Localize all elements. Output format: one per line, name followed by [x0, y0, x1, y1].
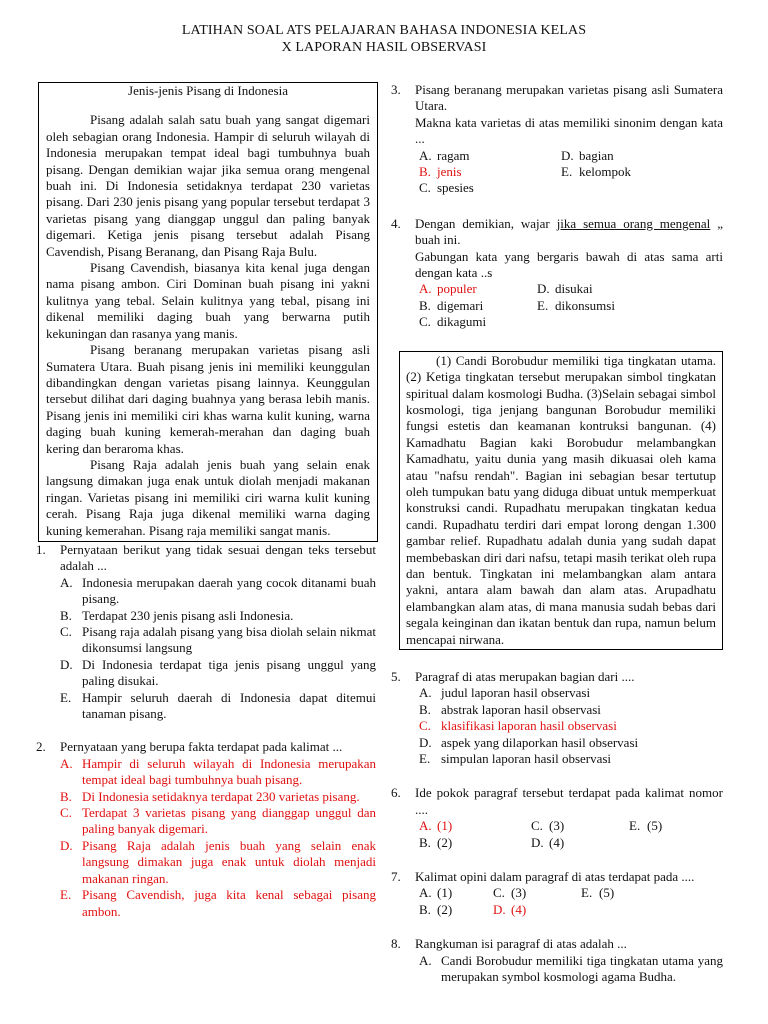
question-number: 3. [391, 82, 401, 97]
option-letter: A. [419, 885, 432, 901]
reading-paragraph-4: Pisang Raja adalah jenis buah yang selain enak langsung dimakan juga enak untuk diolah menjadi makanan ringan. Varietas pisang ini memiliki ciri warna kulit kuning cerah. Pisang Raja juga dikenal memiliki warna daging kuning kemerahan. Pisang raja memiliki sangat manis. [46, 456, 370, 538]
reading-title: Jenis-jenis Pisang di Indonesia [128, 83, 288, 98]
option-c[interactable] [419, 180, 561, 196]
option-e[interactable] [629, 818, 719, 834]
option-letter: E. [629, 818, 641, 834]
question-text-start: Dengan demikian, wajar [415, 215, 557, 231]
option-letter: B. [60, 607, 72, 623]
question-number: 6. [391, 785, 401, 801]
option-letter: E. [561, 164, 573, 180]
option-b[interactable] [419, 902, 493, 918]
option-d[interactable] [60, 838, 376, 887]
option-e[interactable] [537, 298, 677, 314]
option-text: (2) [437, 834, 453, 850]
option-text: Hampir seluruh daerah di Indonesia dapat ditemui tanaman pisang. [82, 689, 376, 722]
question-text: Pernyataan yang berupa fakta terdapat pada kalimat ... [60, 739, 343, 755]
option-letter: C. [419, 314, 431, 330]
option-a[interactable] [60, 756, 376, 789]
option-text: Di Indonesia setidaknya terdapat 230 varietas pisang. [82, 788, 360, 804]
option-text: abstrak laporan hasil observasi [441, 701, 601, 717]
question-8 [391, 936, 723, 985]
option-text: ragam [437, 147, 470, 163]
option-text: (5) [647, 818, 663, 834]
option-d[interactable] [419, 735, 723, 751]
option-b[interactable] [419, 164, 561, 180]
option-text: Indonesia merupakan daerah yang cocok ditanami buah pisang. [82, 574, 376, 607]
option-b[interactable] [60, 608, 376, 624]
reading-paragraph-1: Pisang adalah salah satu buah yang sangat digemari oleh sebagian orang Indonesia. Hampir di seluruh wilayah di Indonesia merupakan tempat ideal bagi tumbuhnya buah pisang. Dengan demikian wajar jika semua orang mengenal buah ini. Di Indonesia setidaknya terdapat 230 varietas pisang. Dari 230 jenis pisang yang popular tersebut terdapat 3 varietas pisang yang dianggap unggul dan paling banyak digemari. Ketiga jenis pisang tersebut adalah Pisang Cavendish, Pisang Beranang, dan Pisang Raja Bulu. [46, 112, 370, 259]
option-d[interactable] [561, 148, 701, 164]
option-b[interactable] [419, 702, 723, 718]
option-b[interactable] [419, 298, 537, 314]
option-text: populer [437, 281, 477, 297]
option-a[interactable] [419, 953, 723, 986]
question-text-end: „ buah ini. [415, 215, 723, 248]
option-letter: D. [60, 837, 73, 853]
option-text: judul laporan hasil observasi [441, 685, 591, 701]
question-text: Paragraf di atas merupakan bagian dari .... [415, 669, 635, 684]
question-number: 8. [391, 936, 401, 952]
option-letter: E. [60, 689, 72, 705]
option-text: Hampir di seluruh wilayah di Indonesia merupakan tempat ideal bagi tumbuhnya buah pisang. [82, 755, 376, 788]
option-text: digemari [437, 297, 484, 313]
option-a[interactable] [419, 148, 561, 164]
option-text: (1) [437, 885, 453, 901]
option-c[interactable] [419, 718, 723, 734]
option-letter: D. [531, 834, 544, 850]
option-text: (3) [549, 818, 565, 834]
option-e[interactable] [581, 885, 671, 901]
option-letter: B. [419, 701, 431, 717]
option-letter: A. [419, 147, 432, 163]
option-a[interactable] [419, 818, 531, 834]
option-a[interactable] [419, 685, 723, 701]
underlined-phrase: jika semua orang mengenal [556, 215, 711, 231]
option-letter: B. [419, 834, 431, 850]
question-number: 5. [391, 669, 401, 684]
option-text: dikagumi [437, 314, 487, 330]
option-text: (4) [511, 901, 527, 917]
question-number: 4. [391, 215, 401, 231]
question-number: 7. [391, 869, 401, 885]
option-c[interactable] [419, 314, 537, 330]
option-letter: D. [493, 901, 506, 917]
option-letter: A. [419, 685, 432, 701]
option-e[interactable] [419, 751, 723, 767]
question-text: Rangkuman isi paragraf di atas adalah ... [415, 936, 627, 952]
option-text: Terdapat 230 jenis pisang asli Indonesia. [82, 607, 294, 623]
option-b[interactable] [60, 789, 376, 805]
left-column [38, 82, 376, 920]
option-letter: A. [60, 574, 73, 590]
option-d[interactable] [537, 281, 677, 297]
option-text: (3) [511, 885, 527, 901]
option-text: Pisang raja adalah pisang yang bisa diolah selain nikmat dikonsumsi langsung [82, 624, 376, 656]
option-text: dikonsumsi [555, 297, 615, 313]
option-text: (5) [599, 885, 615, 901]
question-number: 1. [36, 541, 46, 557]
question-3 [391, 82, 723, 197]
option-letter: B. [419, 297, 431, 313]
option-letter: A. [60, 755, 73, 771]
option-text: kelompok [579, 164, 631, 180]
question-2 [36, 739, 376, 919]
option-letter: D. [60, 656, 73, 672]
option-c[interactable] [531, 818, 629, 834]
option-text: (1) [437, 818, 453, 834]
option-text: (4) [549, 834, 565, 850]
option-letter: D. [537, 281, 550, 297]
option-letter: C. [531, 818, 543, 834]
title-line-1: LATIHAN SOAL ATS PELAJARAN BAHASA INDONESIA KELAS [181, 23, 587, 38]
option-text: jenis [437, 164, 462, 180]
option-letter: A. [419, 952, 432, 968]
question-text [415, 216, 723, 282]
option-d[interactable] [493, 902, 581, 918]
option-letter: C. [493, 885, 505, 901]
option-text: Pisang Cavendish, juga kita kenal sebagai pisang ambon. [82, 887, 376, 919]
option-letter: E. [537, 297, 549, 313]
option-letter: D. [419, 734, 432, 750]
question-text: Ide pokok paragraf tersebut terdapat pada kalimat nomor .... [415, 785, 723, 817]
option-text: disukai [555, 281, 593, 297]
reading-box-bananas [38, 82, 378, 542]
reading-box-borobudur [399, 351, 723, 650]
option-letter: A. [419, 818, 432, 834]
option-letter: E. [419, 751, 431, 767]
option-d[interactable] [60, 657, 376, 690]
option-e[interactable] [561, 164, 701, 180]
option-c[interactable] [493, 885, 581, 901]
option-a[interactable] [419, 885, 493, 901]
option-letter: C. [60, 805, 72, 821]
document-title [0, 22, 768, 56]
question-4 [391, 216, 723, 331]
option-a[interactable] [419, 281, 537, 297]
option-c[interactable] [60, 624, 376, 657]
option-text: Di Indonesia terdapat tiga jenis pisang unggul yang paling disukai. [82, 656, 376, 689]
option-letter: B. [60, 788, 72, 804]
question-5 [391, 669, 723, 767]
option-text: (2) [437, 901, 453, 917]
option-letter: E. [581, 885, 593, 901]
reading-paragraph-2: Pisang Cavendish, biasanya kita kenal juga dengan nama pisang ambon. Ciri Dominan buah pisang ini yakni kulitnya yang tebal. Selain kulitnya yang tebal, pisang ini dikenal memiliki daging buah yang berwarna putih kekuningan dan rasanya yang manis. [46, 260, 370, 341]
option-letter: D. [561, 147, 574, 163]
option-d[interactable] [531, 835, 629, 851]
option-text: klasifikasi laporan hasil observasi [441, 718, 617, 734]
option-letter: B. [419, 164, 431, 180]
option-a[interactable] [60, 575, 376, 608]
option-text: bagian [579, 147, 614, 163]
question-prompt: Gabungan kata yang bergaris bawah di atas sama arti dengan kata ..s [415, 248, 723, 281]
option-b[interactable] [419, 835, 531, 851]
option-letter: C. [60, 624, 72, 639]
reading-paragraph-3: Pisang beranang merupakan varietas pisang asli Sumatera Utara. Buah pisang jenis ini memiliki keunggulan dibandingkan dengan varietas pisang lainnya. Keunggulan tersebut dilihat dari daging buahnya yang berasa lebih manis. Pisang jenis ini memiliki ciri khas warna kulit kuning, warna daging buah kuning kemerah-merahan dan daging buah kering dan beraroma khas. [46, 342, 370, 456]
right-column [391, 82, 723, 986]
option-text: Terdapat 3 varietas pisang yang dianggap unggul dan paling banyak digemari. [82, 805, 376, 837]
question-6 [391, 785, 723, 851]
title-line-2: X LAPORAN HASIL OBSERVASI [281, 40, 487, 55]
option-c[interactable] [60, 805, 376, 838]
question-text [415, 82, 723, 148]
reading-paragraph: (1) Candi Borobudur memiliki tiga tingkatan utama. (2) Ketiga tingkatan tersebut merupakan simbol tingkatan spiritual dalam kosmologi Budha. (3)Selain sebagai simbol kosmologi, tiga jenjang bangunan Borobudur memiliki fungsi estetis dan keamanan kontruksi bangunan. (4) Kamadhatu Bagian kaki Borobudur melambangkan Kamadhatu, yaitu dunia yang masih dikuasai oleh kama atau "nafsu rendah". Bagian ini sebagian besar tertutup oleh tumpukan batu yang diduga dibuat untuk memperkuat konstruksi candi. Rupadhatu merupakan tingkatan kedua candi. Rupadhatu terdiri dari empat lorong dengan 1.300 gambar relief. Rupadhatu adalah dunia yang sudah dapat membebaskan diri dari nafsu, tetapi masih terikat oleh rupa dan bentuk. Tingkatan ini melambangkan alam antara yakni, antara alam bawah dan alam atas. Arupadhatu elambangkan alam atas, di mana manusia sudah bebas dari segala keinginan dan ikatan bentuk dan rupa, namun belum mencapai nirwana. [406, 352, 716, 647]
question-7 [391, 869, 723, 918]
option-letter: C. [419, 180, 431, 196]
option-letter: E. [60, 887, 72, 903]
option-text: Candi Borobudur memiliki tiga tingkatan utama yang merupakan symbol kosmologi agama Budha. [441, 952, 723, 985]
option-text: Pisang Raja adalah jenis buah yang selain enak langsung dimakan juga enak untuk diolah menjadi makanan ringan. [82, 837, 376, 886]
option-text: simpulan laporan hasil observasi [441, 751, 612, 767]
option-letter: A. [419, 281, 432, 297]
question-sentence: Pisang beranang merupakan varietas pisang asli Sumatera Utara. [415, 82, 723, 114]
question-text: Kalimat opini dalam paragraf di atas terdapat pada .... [415, 869, 695, 885]
option-e[interactable] [60, 887, 376, 920]
option-letter: C. [419, 718, 431, 734]
question-prompt: Makna kata varietas di atas memiliki sinonim dengan kata ... [415, 114, 723, 147]
option-text: aspek yang dilaporkan hasil observasi [441, 734, 639, 750]
question-1 [36, 542, 376, 722]
question-text: Pernyataan berikut yang tidak sesuai dengan teks tersebut adalah ... [60, 541, 376, 574]
question-number: 2. [36, 739, 46, 755]
option-letter: B. [419, 901, 431, 917]
option-text: spesies [437, 180, 474, 196]
option-e[interactable] [60, 690, 376, 723]
